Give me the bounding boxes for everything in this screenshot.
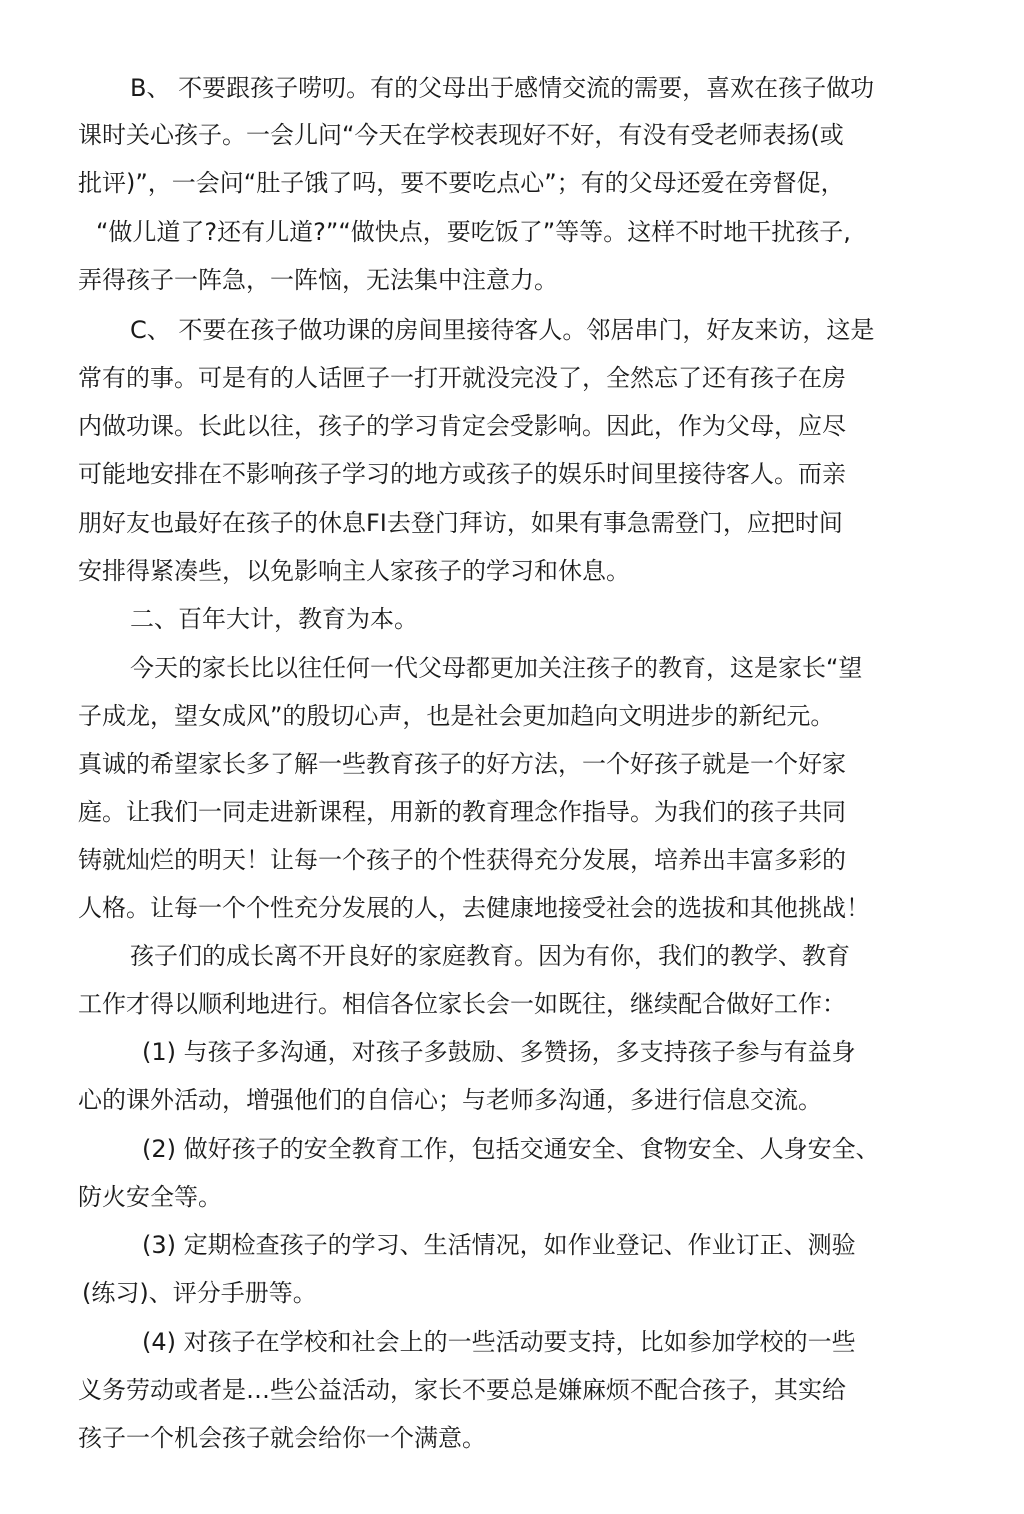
text-line: 铸就灿烂的明天！让每一个孩子的个性获得充分发展，培养出丰富多彩的 (78, 846, 846, 874)
text-line: 心的课外活动，增强他们的自信心；与老师多沟通，多进行信息交流。 (78, 1086, 822, 1114)
list-item: (1) 与孩子多沟通，对孩子多鼓励、多赞扬，多支持孩子参与有益身 (142, 1038, 856, 1066)
text-line: 孩子们的成长离不开良好的家庭教育。因为有你，我们的教学、教育 (130, 942, 850, 970)
text-line: (练习)、评分手册等。 (82, 1279, 317, 1307)
text-line: 批评)”，一会问“肚子饿了吗，要不要吃点心”；有的父母还爱在旁督促， (78, 169, 845, 197)
text-line: 义务劳动或者是…些公益活动，家长不要总是嫌麻烦不配合孩子，其实给 (78, 1376, 846, 1404)
list-item: (2) 做好孩子的安全教育工作，包括交通安全、食物安全、人身安全、 (142, 1135, 880, 1163)
text-line: 真诚的希望家长多了解一些教育孩子的好方法，一个好孩子就是一个好家 (78, 750, 846, 778)
text-line: 可能地安排在不影响孩子学习的地方或孩子的娱乐时间里接待客人。而亲 (78, 460, 846, 488)
text-line: C、 不要在孩子做功课的房间里接待客人。邻居串门，好友来访，这是 (130, 316, 875, 344)
text-line: 孩子一个机会孩子就会给你一个满意。 (78, 1424, 486, 1452)
text-line: 人格。让每一个个性充分发展的人，去健康地接受社会的选拔和其他挑战！ (78, 894, 870, 922)
text-line: 朋好友也最好在孩子的休息FI去登门拜访，如果有事急需登门，应把时间 (78, 509, 843, 537)
text-line: 庭。让我们一同走进新课程，用新的教育理念作指导。为我们的孩子共同 (78, 798, 846, 826)
text-line: 今天的家长比以往任何一代父母都更加关注孩子的教育，这是家长“望 (130, 654, 863, 682)
text-line: 子成龙，望女成风”的殷切心声，也是社会更加趋向文明进步的新纪元。 (78, 702, 835, 730)
text-line: “做儿道了?还有儿道?”“做快点，要吃饭了”等等。这样不时地干扰孩子, (96, 218, 851, 246)
text-line: 内做功课。长此以往，孩子的学习肯定会受影响。因此，作为父母，应尽 (78, 412, 846, 440)
text-line: 工作才得以顺利地进行。相信各位家长会一如既往，继续配合做好工作： (78, 990, 846, 1018)
text-line: 防火安全等。 (78, 1183, 222, 1211)
section-heading: 二、百年大计，教育为本。 (130, 605, 418, 633)
list-item: (4) 对孩子在学校和社会上的一些活动要支持，比如参加学校的一些 (142, 1328, 856, 1356)
text-line: B、 不要跟孩子唠叨。有的父母出于感情交流的需要，喜欢在孩子做功 (130, 74, 875, 102)
text-line: 常有的事。可是有的人话匣子一打开就没完没了，全然忘了还有孩子在房 (78, 364, 846, 392)
text-line: 安排得紧凑些，以免影响主人家孩子的学习和休息。 (78, 557, 630, 585)
text-line: 弄得孩子一阵急，一阵恼，无法集中注意力。 (78, 266, 558, 294)
text-line: 课时关心孩子。一会儿问“今天在学校表现好不好，有没有受老师表扬(或 (78, 121, 844, 149)
list-item: (3) 定期检查孩子的学习、生活情况，如作业登记、作业订正、测验 (142, 1231, 856, 1259)
